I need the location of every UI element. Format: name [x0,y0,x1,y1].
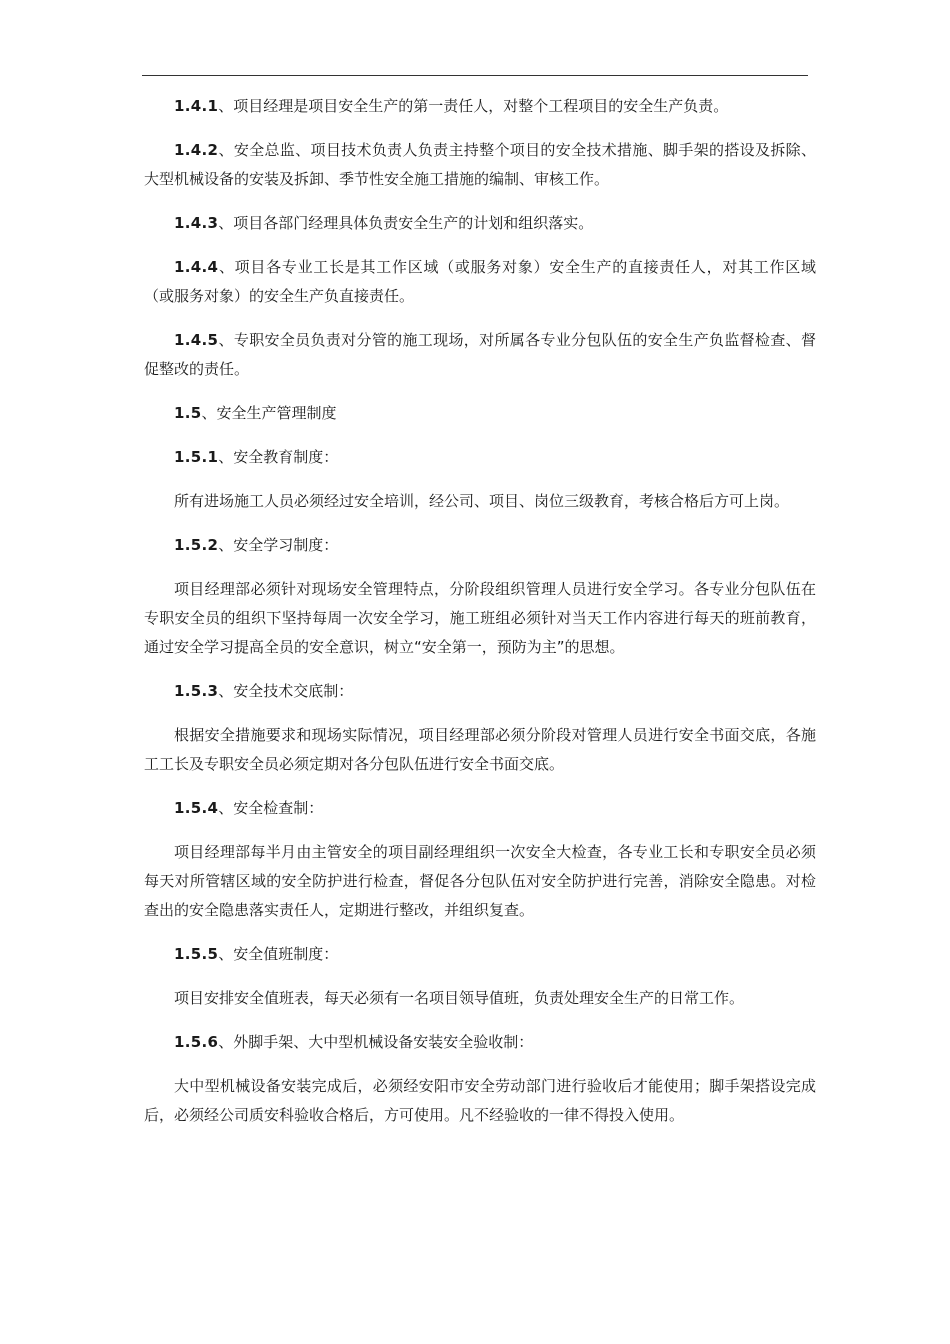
clause-number: 1.4.4 [174,258,219,276]
clause-1-4-4 [144,253,816,311]
clause-1-5-2 [144,531,816,560]
clause-text: 、项目各部门经理具体负责安全生产的计划和组织落实。 [218,214,594,232]
clause-text: 、安全检查制： [218,799,324,817]
clause-1-5-5 [144,940,816,969]
body-paragraph [144,838,816,925]
clause-1-5-6 [144,1028,816,1057]
clause-text: 、项目经理是项目安全生产的第一责任人，对整个工程项目的安全生产负责。 [218,97,729,115]
clause-text: 、外脚手架、大中型机械设备安装安全验收制： [218,1033,534,1051]
clause-text: 、专职安全员负责对分管的施工现场，对所属各专业分包队伍的安全生产负监督检查、督促整改的责任。 [144,331,816,378]
clause-number: 1.5.3 [174,682,219,700]
clause-number: 1.4.1 [174,97,219,115]
clause-1-4-1 [144,92,816,121]
paragraph-text: 项目经理部必须针对现场安全管理特点，分阶段组织管理人员进行安全学习。各专业分包队伍在专职安全员的组织下坚持每周一次安全学习，施工班组必须针对当天工作内容进行每天的班前教育，通过安全学习提高全员的安全意识，树立“安全第一，预防为主”的思想。 [144,580,816,656]
paragraph-text: 所有进场施工人员必须经过安全培训，经公司、项目、岗位三级教育，考核合格后方可上岗。 [174,492,790,510]
clause-number: 1.4.3 [174,214,219,232]
body-paragraph [144,1072,816,1130]
clause-1-5-3 [144,677,816,706]
clause-text: 、安全教育制度： [218,448,339,466]
clause-1-4-5 [144,326,816,384]
clause-number: 1.5.6 [174,1033,219,1051]
paragraph-text: 项目安排安全值班表，每天必须有一名项目领导值班，负责处理安全生产的日常工作。 [174,989,745,1007]
body-paragraph [144,487,816,516]
clause-1-4-2 [144,136,816,194]
section-heading-1-5 [144,399,816,428]
clause-number: 1.5.1 [174,448,219,466]
paragraph-text: 大中型机械设备安装完成后，必须经安阳市安全劳动部门进行验收后才能使用；脚手架搭设完成后，必须经公司质安科验收合格后，方可使用。凡不经验收的一律不得投入使用。 [144,1077,816,1124]
clause-1-5-1 [144,443,816,472]
clause-1-4-3 [144,209,816,238]
clause-1-5-4 [144,794,816,823]
clause-number: 1.4.2 [174,141,219,159]
header-rule [142,75,808,76]
clause-number: 1.5.5 [174,945,219,963]
clause-number: 1.5 [174,404,202,422]
clause-number: 1.5.2 [174,536,219,554]
clause-text: 、安全生产管理制度 [201,404,337,422]
clause-text: 、安全技术交底制： [218,682,354,700]
clause-text: 、安全值班制度： [218,945,339,963]
body-paragraph [144,984,816,1013]
clause-text: 、安全学习制度： [218,536,339,554]
clause-text: 、安全总监、项目技术负责人负责主持整个项目的安全技术措施、脚手架的搭设及拆除、大型机械设备的安装及拆卸、季节性安全施工措施的编制、审核工作。 [144,141,816,188]
clause-number: 1.5.4 [174,799,219,817]
body-paragraph [144,721,816,779]
body-paragraph [144,575,816,662]
paragraph-text: 根据安全措施要求和现场实际情况，项目经理部必须分阶段对管理人员进行安全书面交底，各施工工长及专职安全员必须定期对各分包队伍进行安全书面交底。 [144,726,816,773]
document-body [144,92,816,1145]
paragraph-text: 项目经理部每半月由主管安全的项目副经理组织一次安全大检查，各专业工长和专职安全员必须每天对所管辖区域的安全防护进行检查，督促各分包队伍对安全防护进行完善，消除安全隐患。对检查出的安全隐患落实责任人，定期进行整改，并组织复查。 [144,843,816,919]
clause-number: 1.4.5 [174,331,219,349]
clause-text: 、项目各专业工长是其工作区域（或服务对象）安全生产的直接责任人，对其工作区域（或服务对象）的安全生产负直接责任。 [144,258,816,305]
